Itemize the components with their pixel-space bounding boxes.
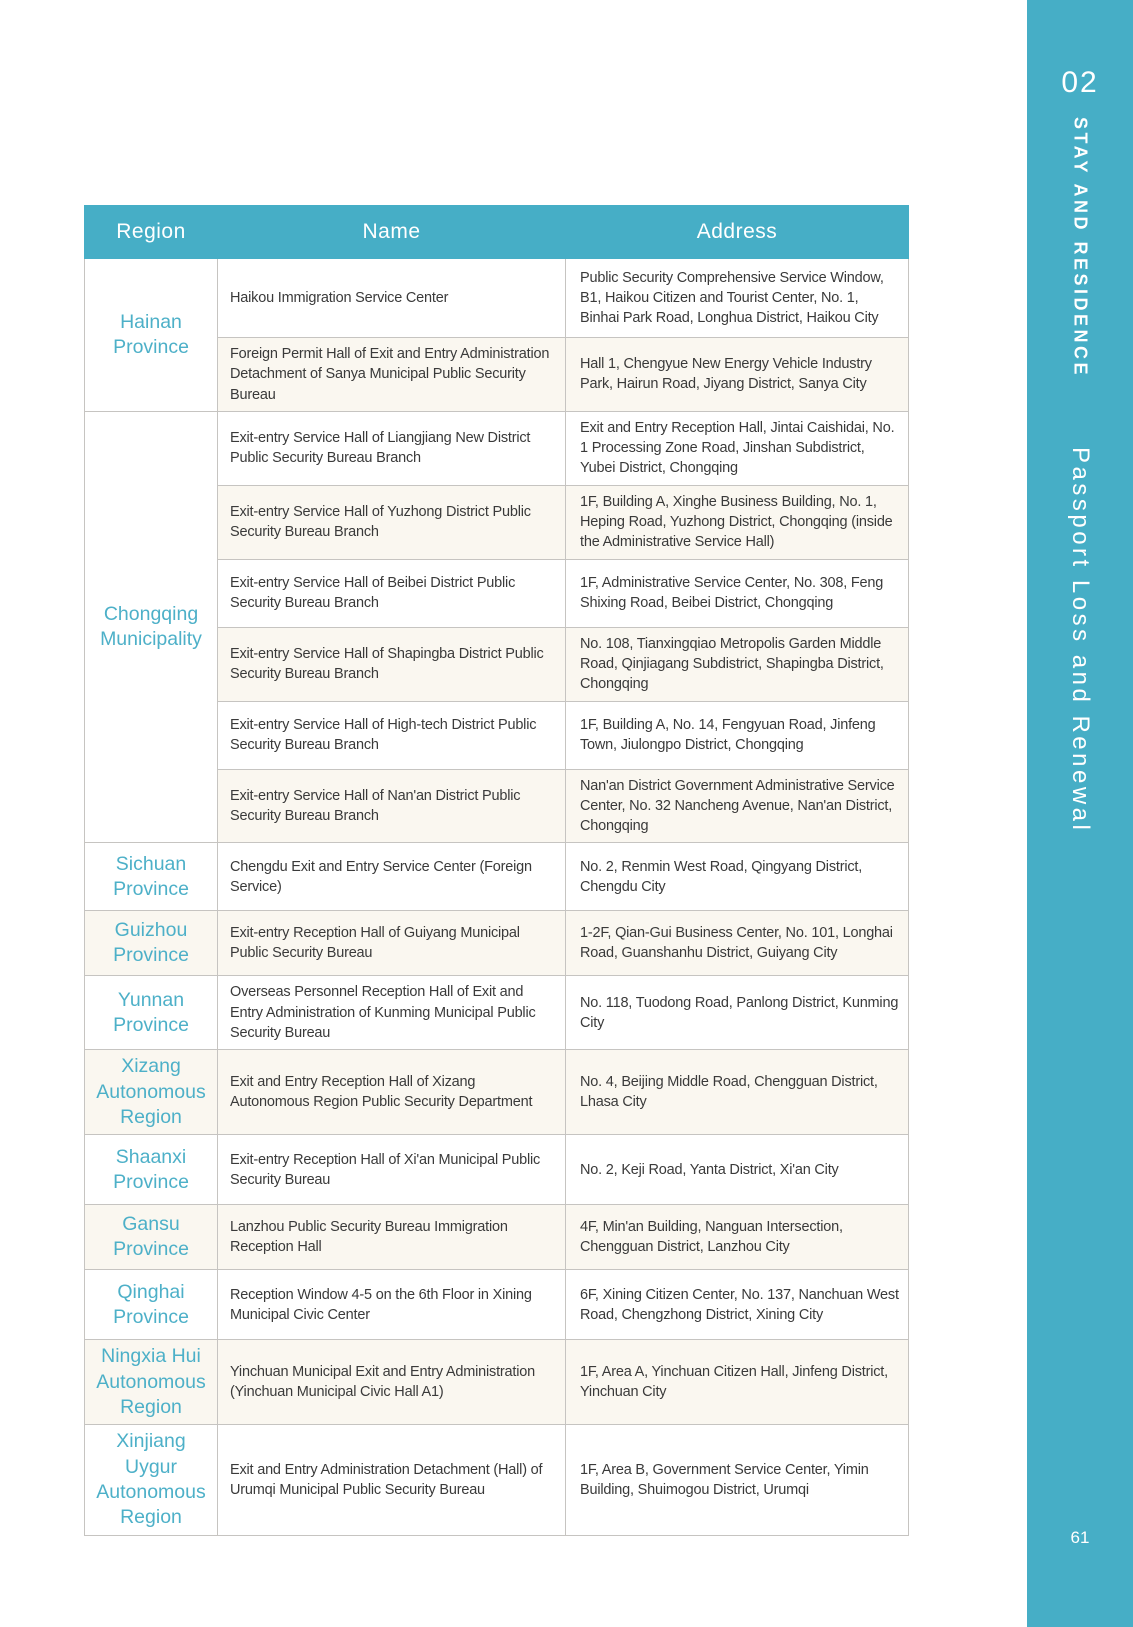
name-cell: Lanzhou Public Security Bureau Immigration Reception Hall [218, 1205, 566, 1270]
address-cell: 4F, Min'an Building, Nanguan Intersection, Chengguan District, Lanzhou City [566, 1205, 909, 1270]
table-row [85, 976, 909, 1050]
address-cell: 1F, Area B, Government Service Center, Yimin Building, Shuimogou District, Urumqi [566, 1425, 909, 1535]
name-cell: Chengdu Exit and Entry Service Center (Foreign Service) [218, 843, 566, 911]
table-row [85, 411, 909, 485]
name-cell: Haikou Immigration Service Center [218, 259, 566, 338]
region-cell: Xinjiang Uygur Autonomous Region [85, 1425, 218, 1535]
chapter-title: STAY AND RESIDENCE [1070, 117, 1091, 379]
name-cell: Exit and Entry Reception Hall of Xizang Autonomous Region Public Security Department [218, 1050, 566, 1135]
name-cell: Exit-entry Service Hall of Yuzhong District Public Security Bureau Branch [218, 485, 566, 559]
name-cell: Yinchuan Municipal Exit and Entry Administration (Yinchuan Municipal Civic Hall A1) [218, 1340, 566, 1425]
region-cell: Qinghai Province [85, 1270, 218, 1340]
region-cell: Gansu Province [85, 1205, 218, 1270]
address-cell: 1F, Administrative Service Center, No. 308, Feng Shixing Road, Beibei District, Chongqing [566, 559, 909, 627]
address-cell: No. 4, Beijing Middle Road, Chengguan District, Lhasa City [566, 1050, 909, 1135]
region-cell: Ningxia Hui Autonomous Region [85, 1340, 218, 1425]
address-cell: 1F, Building A, Xinghe Business Building, No. 1, Heping Road, Yuzhong District, Chongqing (inside the Administrative Service Hall) [566, 485, 909, 559]
name-cell: Exit-entry Service Hall of Liangjiang New District Public Security Bureau Branch [218, 411, 566, 485]
table-header-row [85, 206, 909, 259]
offices-table [84, 205, 909, 1536]
table-row [85, 1270, 909, 1340]
region-cell: Sichuan Province [85, 843, 218, 911]
name-cell: Exit-entry Service Hall of Nan'an District Public Security Bureau Branch [218, 769, 566, 843]
address-cell: Exit and Entry Reception Hall, Jintai Caishidai, No. 1 Processing Zone Road, Jinshan Subdistrict, Yubei District, Chongqing [566, 411, 909, 485]
page-number: 61 [1070, 1528, 1090, 1547]
chapter-sidebar [1027, 0, 1133, 1627]
column-header-region: Region [85, 206, 218, 259]
address-cell: No. 108, Tianxingqiao Metropolis Garden Middle Road, Qinjiagang Subdistrict, Shapingba District, Chongqing [566, 627, 909, 701]
region-cell: Shaanxi Province [85, 1135, 218, 1205]
name-cell: Foreign Permit Hall of Exit and Entry Administration Detachment of Sanya Municipal Public Security Bureau [218, 338, 566, 412]
address-cell: 1F, Area A, Yinchuan Citizen Hall, Jinfeng District, Yinchuan City [566, 1340, 909, 1425]
address-cell: Hall 1, Chengyue New Energy Vehicle Industry Park, Hairun Road, Jiyang District, Sanya City [566, 338, 909, 412]
name-cell: Reception Window 4-5 on the 6th Floor in Xining Municipal Civic Center [218, 1270, 566, 1340]
address-cell: No. 2, Renmin West Road, Qingyang District, Chengdu City [566, 843, 909, 911]
table-row [85, 1135, 909, 1205]
table-row [85, 1340, 909, 1425]
address-cell: No. 2, Keji Road, Yanta District, Xi'an City [566, 1135, 909, 1205]
chapter-number: 02 [1061, 66, 1099, 99]
table-row [85, 259, 909, 338]
column-header-address: Address [566, 206, 909, 259]
name-cell: Overseas Personnel Reception Hall of Exit and Entry Administration of Kunming Municipal Public Security Bureau [218, 976, 566, 1050]
name-cell: Exit-entry Service Hall of Beibei District Public Security Bureau Branch [218, 559, 566, 627]
address-cell: 1F, Building A, No. 14, Fengyuan Road, Jinfeng Town, Jiulongpo District, Chongqing [566, 701, 909, 769]
name-cell: Exit and Entry Administration Detachment (Hall) of Urumqi Municipal Public Security Bureau [218, 1425, 566, 1535]
table-row [85, 1050, 909, 1135]
table-row [85, 843, 909, 911]
address-cell: Nan'an District Government Administrative Service Center, No. 32 Nancheng Avenue, Nan'an District, Chongqing [566, 769, 909, 843]
address-cell: 6F, Xining Citizen Center, No. 137, Nanchuan West Road, Chengzhong District, Xining City [566, 1270, 909, 1340]
region-cell: Guizhou Province [85, 911, 218, 976]
table-row [85, 1205, 909, 1270]
region-cell: Hainan Province [85, 259, 218, 412]
name-cell: Exit-entry Service Hall of Shapingba District Public Security Bureau Branch [218, 627, 566, 701]
table-row [85, 911, 909, 976]
address-cell: Public Security Comprehensive Service Window, B1, Haikou Citizen and Tourist Center, No. 1, Binhai Park Road, Longhua District, Haikou City [566, 259, 909, 338]
region-cell: Yunnan Province [85, 976, 218, 1050]
address-cell: No. 118, Tuodong Road, Panlong District, Kunming City [566, 976, 909, 1050]
section-title: Passport Loss and Renewal [1067, 447, 1094, 834]
table-row [85, 1425, 909, 1535]
address-cell: 1-2F, Qian-Gui Business Center, No. 101, Longhai Road, Guanshanhu District, Guiyang City [566, 911, 909, 976]
name-cell: Exit-entry Service Hall of High-tech District Public Security Bureau Branch [218, 701, 566, 769]
region-cell: Chongqing Municipality [85, 411, 218, 843]
name-cell: Exit-entry Reception Hall of Xi'an Municipal Public Security Bureau [218, 1135, 566, 1205]
name-cell: Exit-entry Reception Hall of Guiyang Municipal Public Security Bureau [218, 911, 566, 976]
region-cell: Xizang Autonomous Region [85, 1050, 218, 1135]
column-header-name: Name [218, 206, 566, 259]
